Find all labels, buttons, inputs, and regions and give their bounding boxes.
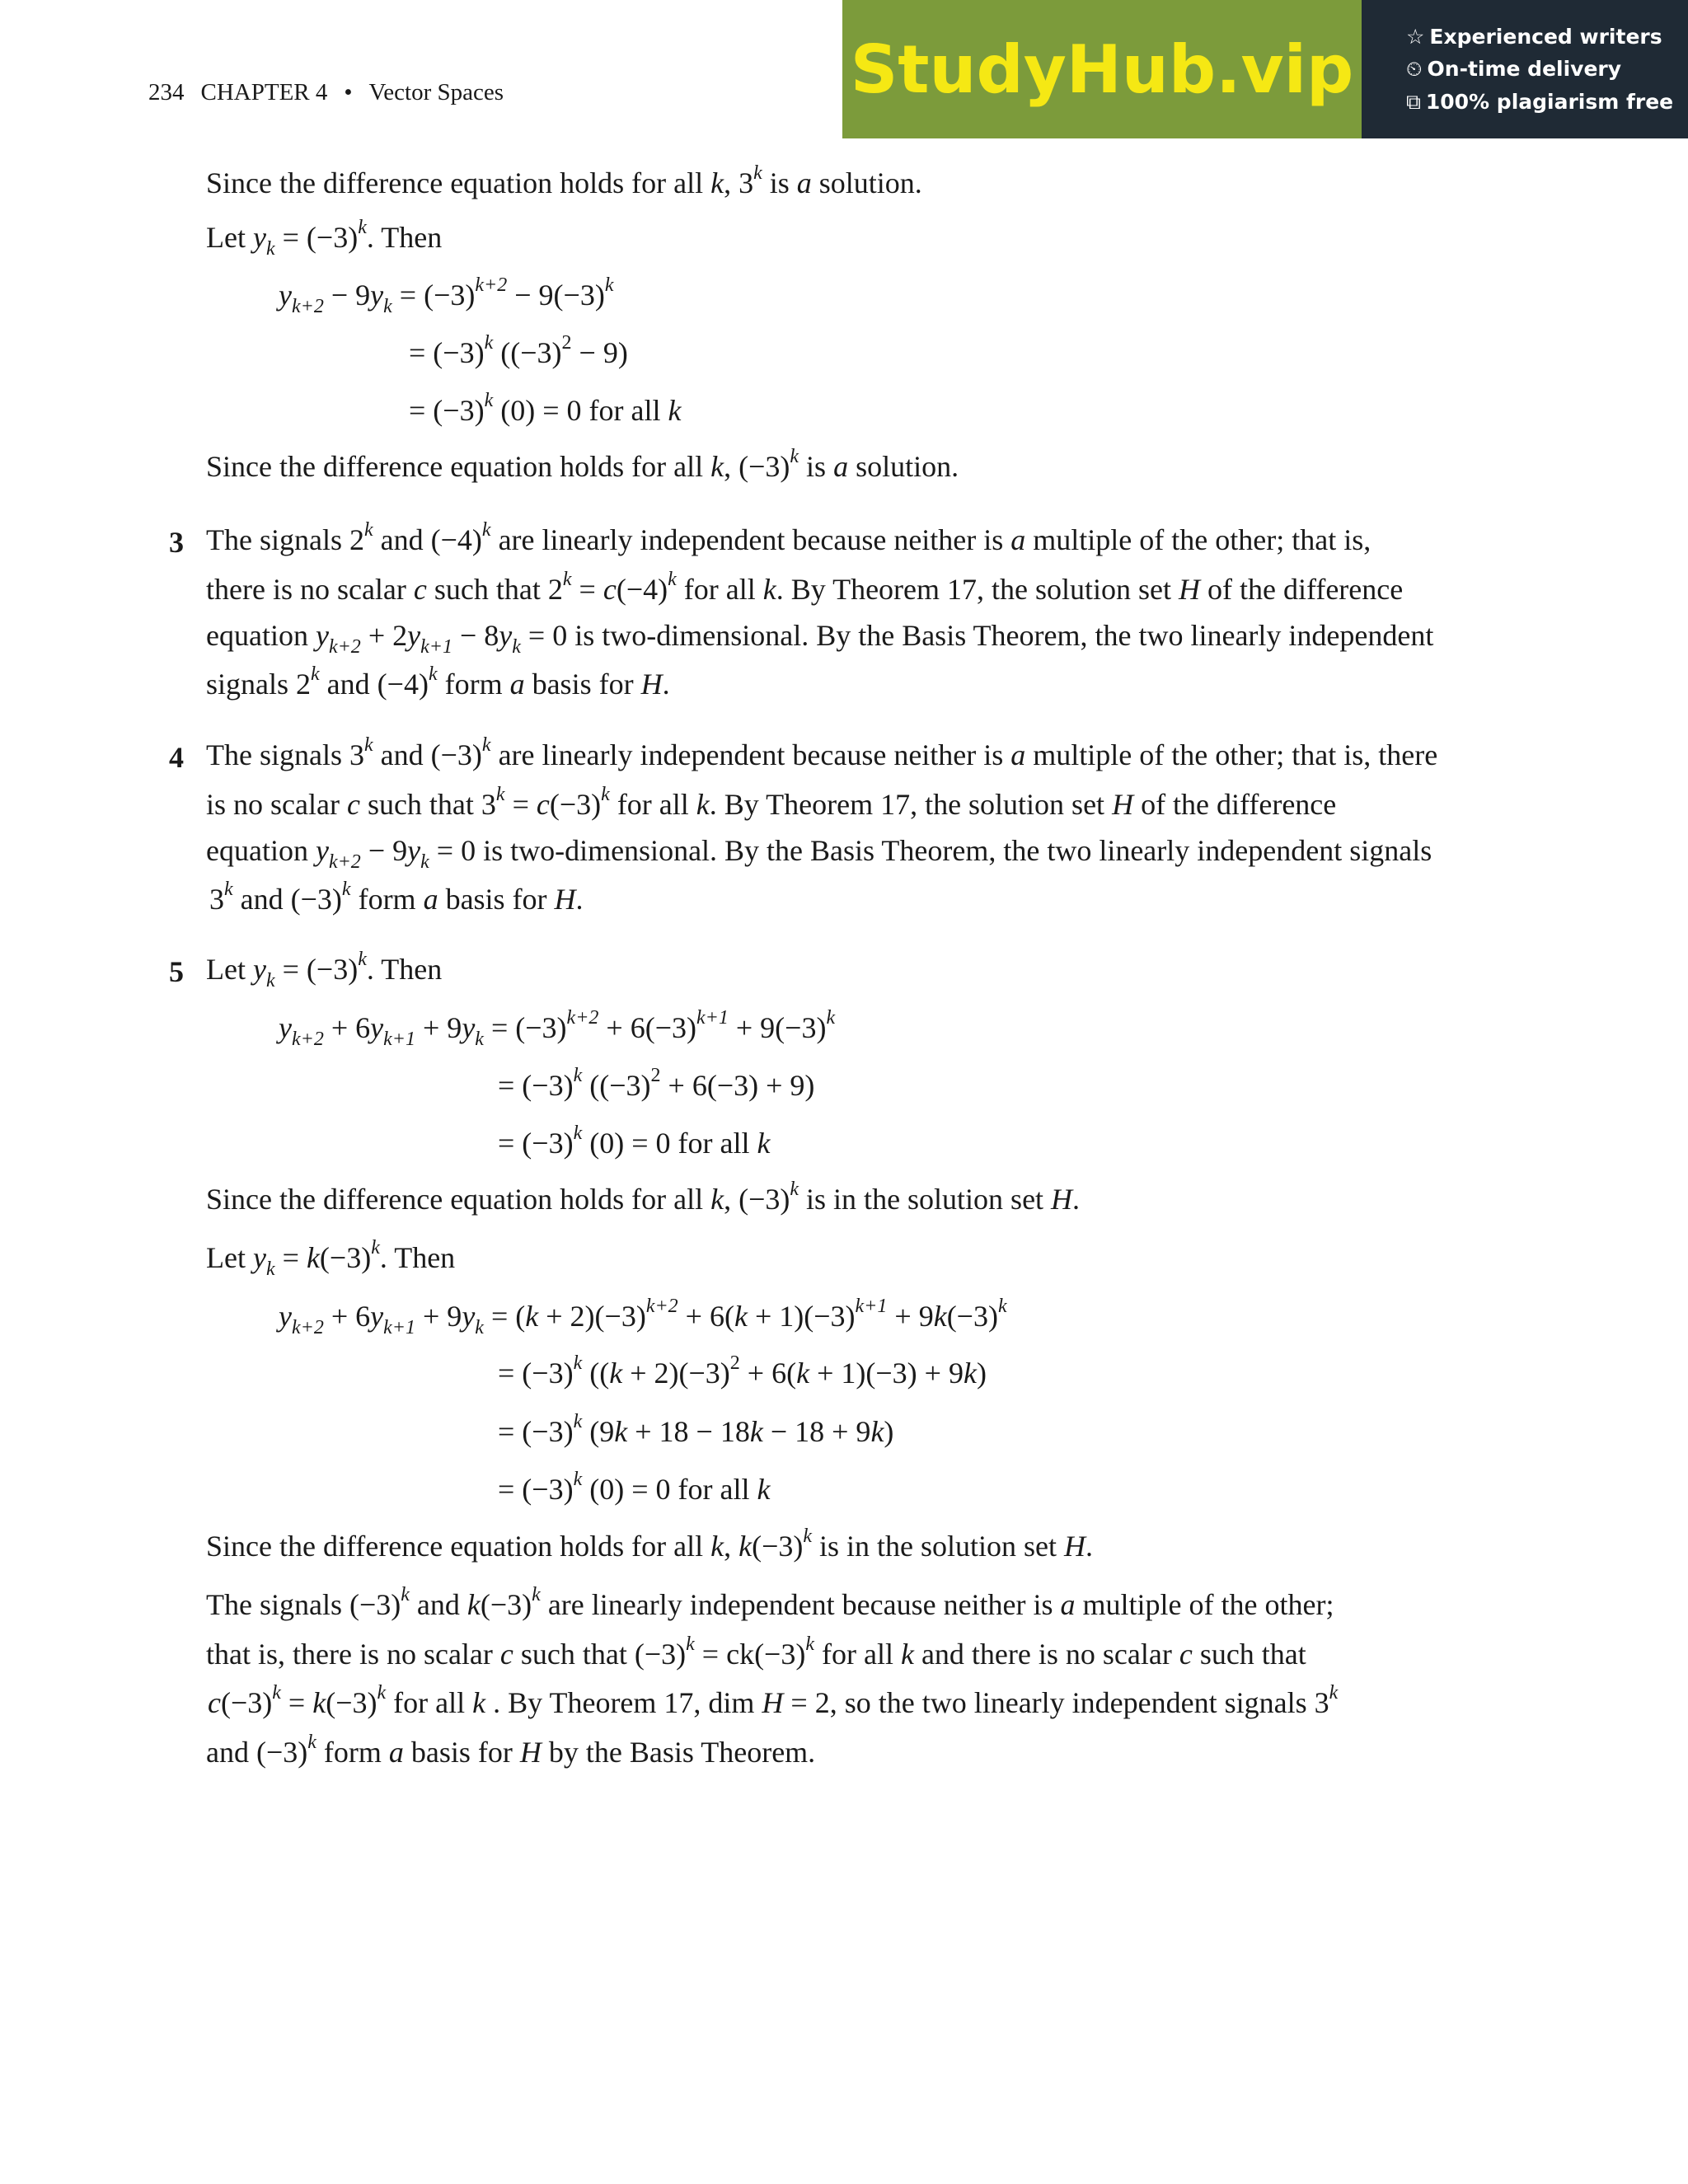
equation-line: = $(-3)^k$ (0) = 0 for all k xyxy=(409,390,682,427)
text-line: The signals 2$^k$ and $(-4)^k$ are linearly independent because neither is a multiple of the other; that is, xyxy=(206,519,1372,556)
copy-icon: ⧉ xyxy=(1406,89,1421,114)
equation-line: = $(-3)^k$ $((-3)^2 + 6(-3) + 9)$ xyxy=(498,1065,815,1102)
clock-icon: ⏲ xyxy=(1406,56,1423,81)
exercise-number: 5 xyxy=(169,955,184,988)
page-number: 234 xyxy=(148,79,185,105)
text-line: Let $y_k = k(-3)^k$. Then xyxy=(206,1237,456,1280)
equation-line: $y_{k+2} - 9y_k = (-3)^{k+2} - 9(-3)^k$ xyxy=(279,274,614,317)
chapter-label: CHAPTER 4 xyxy=(200,79,328,105)
studyhub-logo[interactable]: StudyHub.vip xyxy=(842,0,1362,138)
exercise-number: 4 xyxy=(169,741,184,774)
equation-line: = $(-3)^k$ $((-3)^2 - 9)$ xyxy=(409,332,628,369)
header-bullet: • xyxy=(344,79,353,105)
text-line: signals 2$^k$ and $(-4)^k$ form a basis for H. xyxy=(206,663,670,701)
equation-line: = $(-3)^k$ (0) = 0 for all k xyxy=(498,1122,771,1160)
text-line: there is no scalar c such that $2^k = c(-4)^k$ for all k. By Theorem 17, the solution set H of the difference xyxy=(206,569,1404,606)
text-line: The signals 3$^k$ and $(-3)^k$ are linearly independent because neither is a multiple of the other; that is, there xyxy=(206,734,1438,771)
text-line: The signals $(-3)^k$ and $k(-3)^k$ are linearly independent because neither is a multiple of the other; xyxy=(206,1584,1334,1621)
text-line: equation $y_{k+2} - 9y_k = 0$ is two-dimensional. By the Basis Theorem, the two linearly independent signals xyxy=(206,834,1432,873)
feature-label: On-time delivery xyxy=(1427,57,1622,81)
star-icon: ☆ xyxy=(1406,24,1425,49)
text-line: that is, there is no scalar c such that $(-3)^k = ck(-3)^k$ for all k and there is no scalar c such that xyxy=(206,1633,1306,1671)
feature-item xyxy=(1406,57,1688,82)
text-line: 3$^k$ and $(-3)^k$ form a basis for H. xyxy=(209,879,584,916)
equation-line: $y_{k+2} + 6y_{k+1} + 9y_k = (-3)^{k+2} + 6(-3)^{k+1} + 9(-3)^k$ xyxy=(279,1007,836,1050)
text-line: Since the difference equation holds for all k, $(-3)^k$ is a solution. xyxy=(206,446,959,483)
text-line: and $(-3)^k$ form a basis for H by the Basis Theorem. xyxy=(206,1732,816,1769)
feature-label: Experienced writers xyxy=(1429,24,1662,49)
feature-item xyxy=(1406,25,1688,49)
equation-line: = $(-3)^k$ $((k + 2)(-3)^2 + 6(k + 1)(-3) + 9k)$ xyxy=(498,1352,987,1390)
text-line: Since the difference equation holds for all k, $k(-3)^k$ is in the solution set H. xyxy=(206,1526,1094,1563)
running-header xyxy=(148,79,520,106)
equation-line: $y_{k+2} + 6y_{k+1} + 9y_k = (k + 2)(-3)^{k+2} + 6(k + 1)(-3)^{k+1} + 9k(-3)^k$ xyxy=(279,1296,1007,1338)
feature-label: 100% plagiarism free xyxy=(1425,90,1674,114)
banner-features xyxy=(1362,0,1688,138)
exercise-number: 3 xyxy=(169,526,184,559)
feature-item xyxy=(1406,90,1688,115)
equation-line: = $(-3)^k$ (9k + 18 − 18k − 18 + 9k) xyxy=(498,1411,894,1448)
text-line: Since the difference equation holds for all k, $(-3)^k$ is in the solution set H. xyxy=(206,1179,1081,1216)
section-title: Vector Spaces xyxy=(368,79,504,105)
ad-banner[interactable] xyxy=(842,0,1688,138)
text-line: is no scalar c such that $3^k = c(-3)^k$ for all k. By Theorem 17, the solution set H of the difference xyxy=(206,784,1337,821)
text-line: equation $y_{k+2} + 2y_{k+1} - 8y_k = 0$ is two-dimensional. By the Basis Theorem, the two linearly independent xyxy=(206,619,1434,658)
equation-line: = $(-3)^k$ (0) = 0 for all k xyxy=(498,1469,771,1506)
text-line: $c(-3)^k = k(-3)^k$ for all k . By Theorem 17, dim H = 2, so the two linearly independent signals 3$^k$ xyxy=(208,1682,1339,1719)
text-line: Let $y_k = (-3)^k$. Then xyxy=(206,217,443,260)
text-line: Since the difference equation holds for all k, 3$^k$ is a solution. xyxy=(206,162,922,199)
text-line: Let $y_k = (-3)^k$. Then xyxy=(206,949,443,991)
